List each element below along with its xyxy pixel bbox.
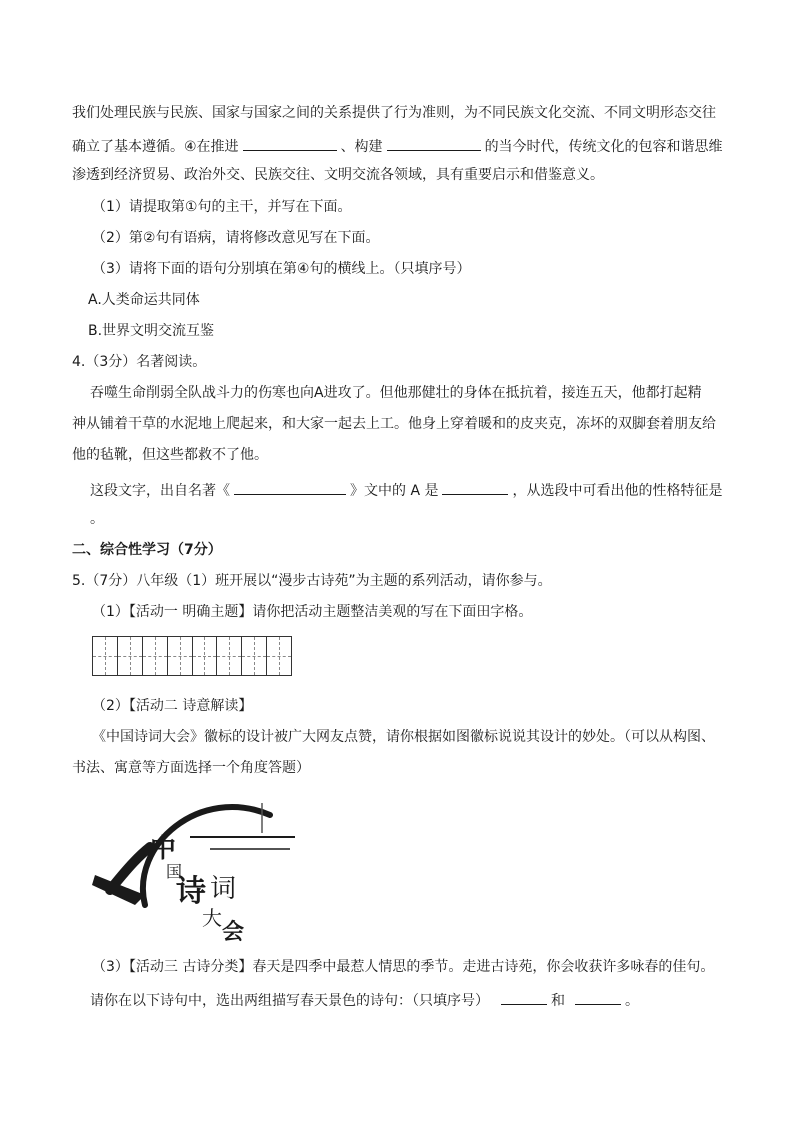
question-heading: 5.（7分）八年级（1）班开展以“漫步古诗苑”为主题的系列活动，请你参与。	[72, 573, 552, 589]
text-segment: ，从选段中可看出他的性格特征是	[512, 483, 723, 499]
grid-cell[interactable]	[143, 637, 168, 675]
text-line: 我们处理民族与民族、国家与国家之间的关系提供了行为准则，为不同民族文化交流、不同文明形态交往	[72, 105, 716, 121]
text-line: 。	[90, 511, 104, 527]
text-segment: 和	[551, 993, 565, 1009]
grid-cell[interactable]	[242, 637, 267, 675]
grid-cell[interactable]	[118, 637, 143, 675]
text-line	[90, 478, 722, 501]
option-a: A.人类命运共同体	[88, 292, 200, 308]
activity-1: （1）【活动一 明确主题】请你把活动主题整洁美观的写在下面田字格。	[92, 604, 533, 620]
logo-char: 诗	[176, 874, 206, 909]
text-segment: 、构建	[340, 139, 383, 155]
question-text: （1）请提取第①句的主干，并写在下面。	[92, 199, 352, 215]
grid-cell[interactable]	[93, 637, 118, 675]
grid-cell[interactable]	[267, 637, 291, 675]
answer-blank[interactable]	[442, 478, 508, 495]
text-segment: 的当今时代，传统文化的包容和谐思维	[484, 139, 723, 155]
text-line	[90, 988, 639, 1011]
logo-char: 会	[222, 919, 245, 945]
activity-2-desc: 《中国诗词大会》徽标的设计被广大网友点赞，请你根据如图徽标说说其设计的妙处。（可以从构图、	[92, 729, 715, 745]
passage-line: 他的毡靴，但这些都救不了他。	[72, 447, 268, 463]
grid-cell[interactable]	[217, 637, 242, 675]
text-line	[72, 134, 723, 157]
text-segment: 确立了基本遵循。④在推进	[72, 139, 239, 155]
tianzige-grid[interactable]	[92, 636, 292, 676]
logo-char: 中	[150, 834, 177, 864]
section-heading: 二、综合性学习（7分）	[72, 542, 222, 558]
text-segment: 》文中的 A 是	[350, 483, 439, 499]
activity-3: （3）【活动三 古诗分类】春天是四季中最惹人情思的季节。走进古诗苑，你会收获许多咏春的佳句。	[92, 959, 715, 975]
answer-blank[interactable]	[243, 134, 337, 151]
logo-char: 大	[202, 906, 222, 930]
poetry-conference-logo	[90, 785, 300, 945]
answer-blank[interactable]	[234, 478, 346, 495]
activity-2-desc: 书法、寓意等方面选择一个角度答题）	[72, 760, 310, 776]
text-line: 渗透到经济贸易、政治外交、民族交往、文明交流各领域，具有重要启示和借鉴意义。	[72, 167, 604, 183]
text-segment: 请你在以下诗句中，选出两组描写春天景色的诗句：（只填序号）	[90, 993, 489, 1009]
answer-blank[interactable]	[387, 134, 481, 151]
question-text: （3）请将下面的语句分别填在第④句的横线上。（只填序号）	[92, 261, 471, 277]
grid-cell[interactable]	[168, 637, 193, 675]
passage-line: 吞噬生命削弱全队战斗力的伤寒也向A进攻了。但他那健壮的身体在抵抗着，接连五天，他都打起精	[90, 385, 702, 401]
activity-2: （2）【活动二 诗意解读】	[92, 698, 253, 714]
grid-cell[interactable]	[193, 637, 218, 675]
answer-blank[interactable]	[575, 988, 621, 1005]
logo-char: 词	[210, 874, 237, 904]
answer-blank[interactable]	[501, 988, 547, 1005]
text-segment: 这段文字，出自名著《	[90, 483, 230, 499]
question-heading: 4.（3分）名著阅读。	[72, 354, 207, 370]
text-segment: 。	[625, 993, 639, 1009]
option-b: B.世界文明交流互鉴	[88, 323, 215, 339]
passage-line: 神从铺着干草的水泥地上爬起来，和大家一起去上工。他身上穿着暖和的皮夹克，冻坏的双脚套着朋友给	[72, 416, 716, 432]
question-text: （2）第②句有语病，请将修改意见写在下面。	[92, 230, 380, 246]
logo-char: 国	[166, 862, 183, 881]
